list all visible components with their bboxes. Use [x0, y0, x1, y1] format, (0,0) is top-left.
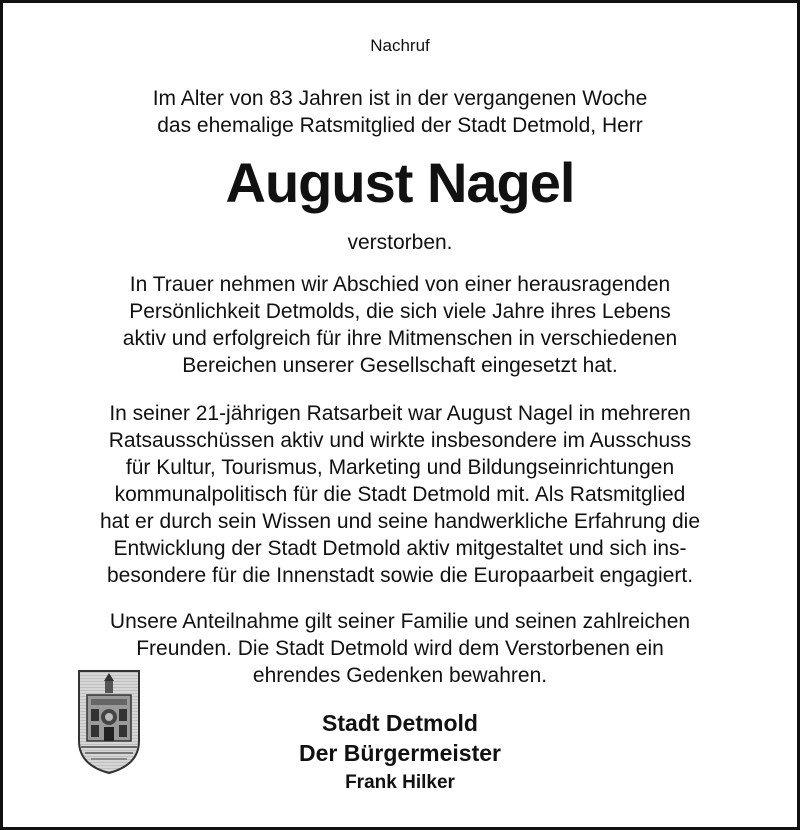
paragraph-line: Ratsausschüssen aktiv und wirkte insbesondere im Ausschuss	[108, 429, 692, 452]
paragraph-line: kommunalpolitisch für die Stadt Detmold mit. Als Ratsmitglied	[114, 483, 686, 506]
paragraph-line: für Kultur, Tourismus, Marketing und Bildungseinrichtungen	[125, 456, 675, 479]
career-paragraph	[3, 400, 797, 589]
deceased-name: August Nagel	[225, 151, 575, 214]
paragraph-line: Persönlichkeit Detmolds, die sich viele Jahre ihres Lebens	[129, 300, 671, 323]
paragraph-line: aktiv und erfolgreich für ihre Mitmenschen in verschiedenen	[122, 327, 678, 350]
signature-office: Der Bürgermeister	[299, 740, 501, 766]
paragraph-line: Freunden. Die Stadt Detmold wird dem Verstorbenen ein	[136, 637, 664, 660]
paragraph-line: In Trauer nehmen wir Abschied von einer herausragenden	[129, 273, 671, 296]
signature-person: Frank Hilker	[345, 772, 455, 793]
died-text: verstorben.	[347, 231, 453, 254]
tribute-paragraph	[3, 271, 797, 379]
paragraph-line: besondere für die Innenstadt sowie die Europaarbeit engagiert.	[106, 564, 694, 587]
paragraph-line: hat er durch sein Wissen und seine handwerkliche Erfahrung die	[99, 510, 700, 533]
paragraph-line: Unsere Anteilnahme gilt seiner Familie und seinen zahlreichen	[109, 610, 691, 633]
intro-line: das ehemalige Ratsmitglied der Stadt Detmold, Herr	[157, 114, 643, 137]
signature-city: Stadt Detmold	[322, 710, 478, 736]
paragraph-line: ehrendes Gedenken bewahren.	[252, 664, 548, 687]
notice-heading: Nachruf	[370, 36, 430, 55]
paragraph-line: In seiner 21-jährigen Ratsarbeit war August Nagel in mehreren	[109, 402, 691, 425]
paragraph-line: Bereichen unserer Gesellschaft eingesetzt hat.	[182, 354, 618, 377]
intro-text	[3, 85, 797, 139]
intro-line: Im Alter von 83 Jahren ist in der vergangenen Woche	[152, 87, 648, 110]
paragraph-line: Entwicklung der Stadt Detmold aktiv mitgestaltet und sich ins-	[113, 537, 687, 560]
